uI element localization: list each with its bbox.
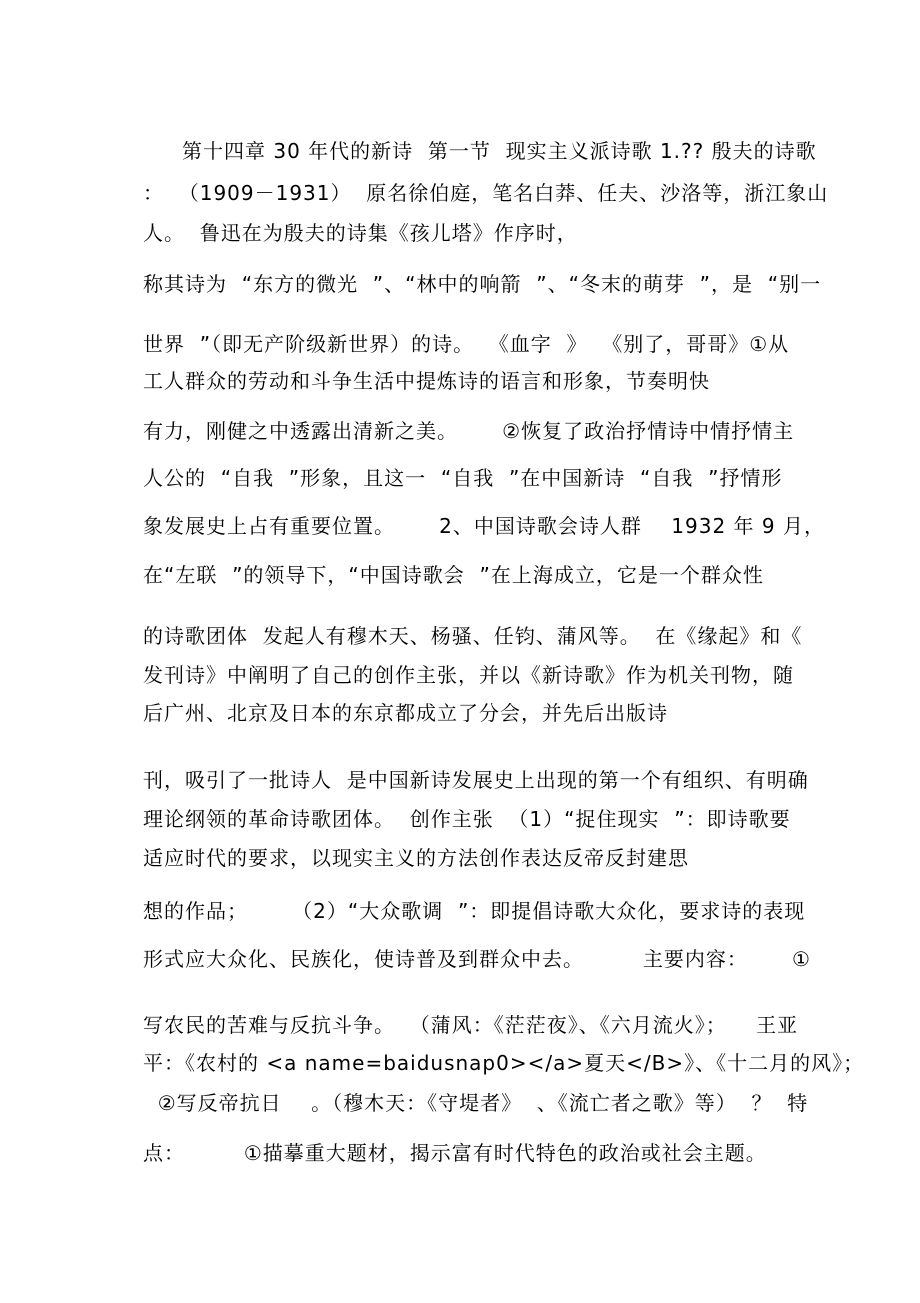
text-line-22: 点： ①描摹重大题材，揭示富有时代特色的政治或社会主题。	[143, 1141, 767, 1165]
text-line-17: 想的作品； （2）“大众歌调 ”：即提倡诗歌大众化，要求诗的表现	[143, 899, 806, 923]
text-line-3: 人。 鲁迅在为殷夫的诗集《孩儿塔》作序时，	[143, 221, 578, 245]
text-line-21: ②写反帝抗日 。（穆木天：《守堤者》 、《流亡者之歌》等） ？ 特	[143, 1091, 809, 1115]
text-line-20: 平：《农村的 <a name=baidusnap0></a>夏天</B>》、《十二月的风》；	[143, 1051, 865, 1075]
text-line-4: 称其诗为 “东方的微光 ”、“林中的响箭 ”、“冬末的萌芽 ”，是 “别一	[143, 272, 822, 296]
text-line-5: 世界 ”（即无产阶级新世界）的诗。 《血字 》 《别了，哥哥》①从	[143, 332, 790, 356]
text-line-2: ： （1909－1931） 原名徐伯庭，笔名白莽、任夫、沙洛等，浙江象山	[143, 181, 829, 205]
text-line-19: 写农民的苦难与反抗斗争。 （蒲风：《茫茫夜》、《六月流火》； 王亚	[143, 1013, 799, 1037]
text-line-9: 象发展史上占有重要位置。 2、中国诗歌会诗人群 1932 年 9 月，	[143, 514, 825, 538]
text-line-11: 的诗歌团体 发起人有穆木天、杨骚、任钧、蒲风等。 在《缘起》和《	[143, 624, 803, 648]
text-line-18: 形式应大众化、民族化，使诗普及到群众中去。 主要内容： ①	[143, 947, 811, 971]
text-line-14: 刊，吸引了一批诗人 是中国新诗发展史上出现的第一个有组织、有明确	[143, 768, 809, 792]
text-line-15: 理论纲领的革命诗歌团体。 创作主张 （1）“捉住现实 ”：即诗歌要	[143, 807, 791, 831]
text-line-13: 后广州、北京及日本的东京都成立了分会，并先后出版诗	[143, 701, 668, 725]
text-line-16: 适应时代的要求，以现实主义的方法创作表达反帝反封建思	[143, 846, 689, 870]
text-line-1: 第十四章 30 年代的新诗 第一节 现实主义派诗歌 1.?? 殷夫的诗歌	[182, 139, 817, 163]
text-line-12: 发刊诗》中阐明了自己的创作主张，并以《新诗歌》作为机关刊物，随	[143, 663, 794, 687]
text-line-8: 人公的 “自我 ”形象，且这一 “自我 ”在中国新诗 “自我 ”抒情形	[143, 466, 783, 490]
text-line-10: 在“左联 ”的领导下，“中国诗歌会 ”在上海成立，它是一个群众性	[143, 563, 764, 587]
text-line-7: 有力，刚健之中透露出清新之美。 ②恢复了政治抒情诗中情抒情主	[143, 419, 795, 443]
text-line-6: 工人群众的劳动和斗争生活中提炼诗的语言和形象，节奏明快	[143, 369, 710, 393]
